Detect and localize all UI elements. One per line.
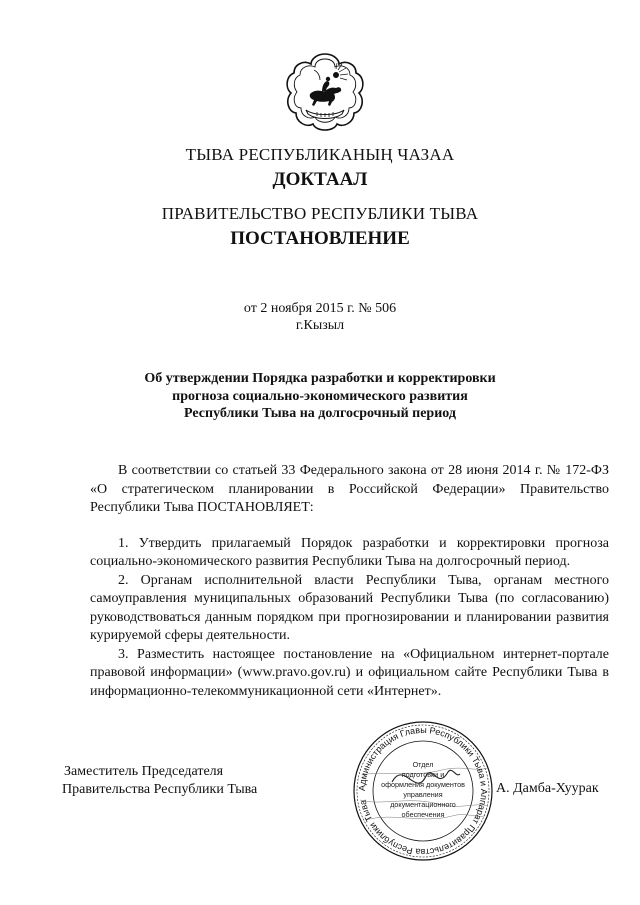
header-tyva-line: ТЫВА РЕСПУБЛИКАНЫҢ ЧАЗАА: [185, 145, 455, 164]
signatory-position: [64, 763, 257, 799]
seal-center-line: Отдел: [412, 760, 434, 769]
seal-center-line: документационного: [390, 800, 456, 809]
official-seal-icon: [352, 720, 494, 862]
tyva-coat-of-arms-icon: [284, 50, 366, 142]
seal-center-line: подготовки и: [401, 770, 445, 779]
paragraph-item-1: 1. Утвердить прилагаемый Порядок разработки и корректировки прогноза социально-экономического развития Республики Тыва на долгосрочный период.: [90, 535, 609, 569]
document-body: [90, 462, 609, 701]
header-document-type: ПОСТАНОВЛЕНИЕ: [230, 228, 410, 249]
signatory-name: А. Дамба-Хуурак: [496, 781, 599, 796]
seal-center-line: обеспечения: [401, 810, 445, 819]
paragraph-item-2: 2. Органам исполнительной власти Республики Тыва, органам местного самоуправления муниципальных образований Республики Тыва (по согласованию) руководствоваться данным порядком при прогнозировании и планировании развития курируемой сферы деятельности.: [90, 572, 609, 643]
signatory-position-line: Заместитель Председателя: [64, 764, 224, 779]
header-government-line: ПРАВИТЕЛЬСТВО РЕСПУБЛИКИ ТЫВА: [161, 204, 479, 223]
title-line: Республики Тыва на долгосрочный период: [184, 406, 456, 421]
title-line: Об утверждении Порядка разработки и корректировки: [144, 371, 496, 386]
header-tyva-doc-type: ДОКТААЛ: [272, 169, 368, 190]
paragraph-preamble: В соответствии со статьей 33 Федерального закона от 28 июня 2014 г. № 172-ФЗ «О стратегическом планировании в Российской Федерации» Правительство Республики Тыва ПОСТАНОВЛЯЕТ:: [90, 463, 609, 515]
seal-center-line: управления: [403, 790, 443, 799]
paragraph-item-3: 3. Разместить настоящее постановление на «Официальном интернет-портале правовой информации» (www.pravo.gov.ru) и официальном сайте Республики Тыва в информационно-телекоммуникационной сети «Интернет».: [90, 646, 609, 699]
title-line: прогноза социально-экономического развития: [172, 388, 468, 404]
document-date-number: от 2 ноября 2015 г. № 506: [243, 301, 397, 316]
document-title: [0, 370, 640, 423]
document-city: г.Кызыл: [295, 318, 345, 333]
seal-ring-text: Администрация Главы Республики Тыва и Аппарат Правительства Республики Тыва: [356, 724, 490, 858]
seal-center-line: оформления документов: [381, 780, 465, 789]
signatory-position-line: Правительства Республики Тыва: [62, 782, 258, 797]
